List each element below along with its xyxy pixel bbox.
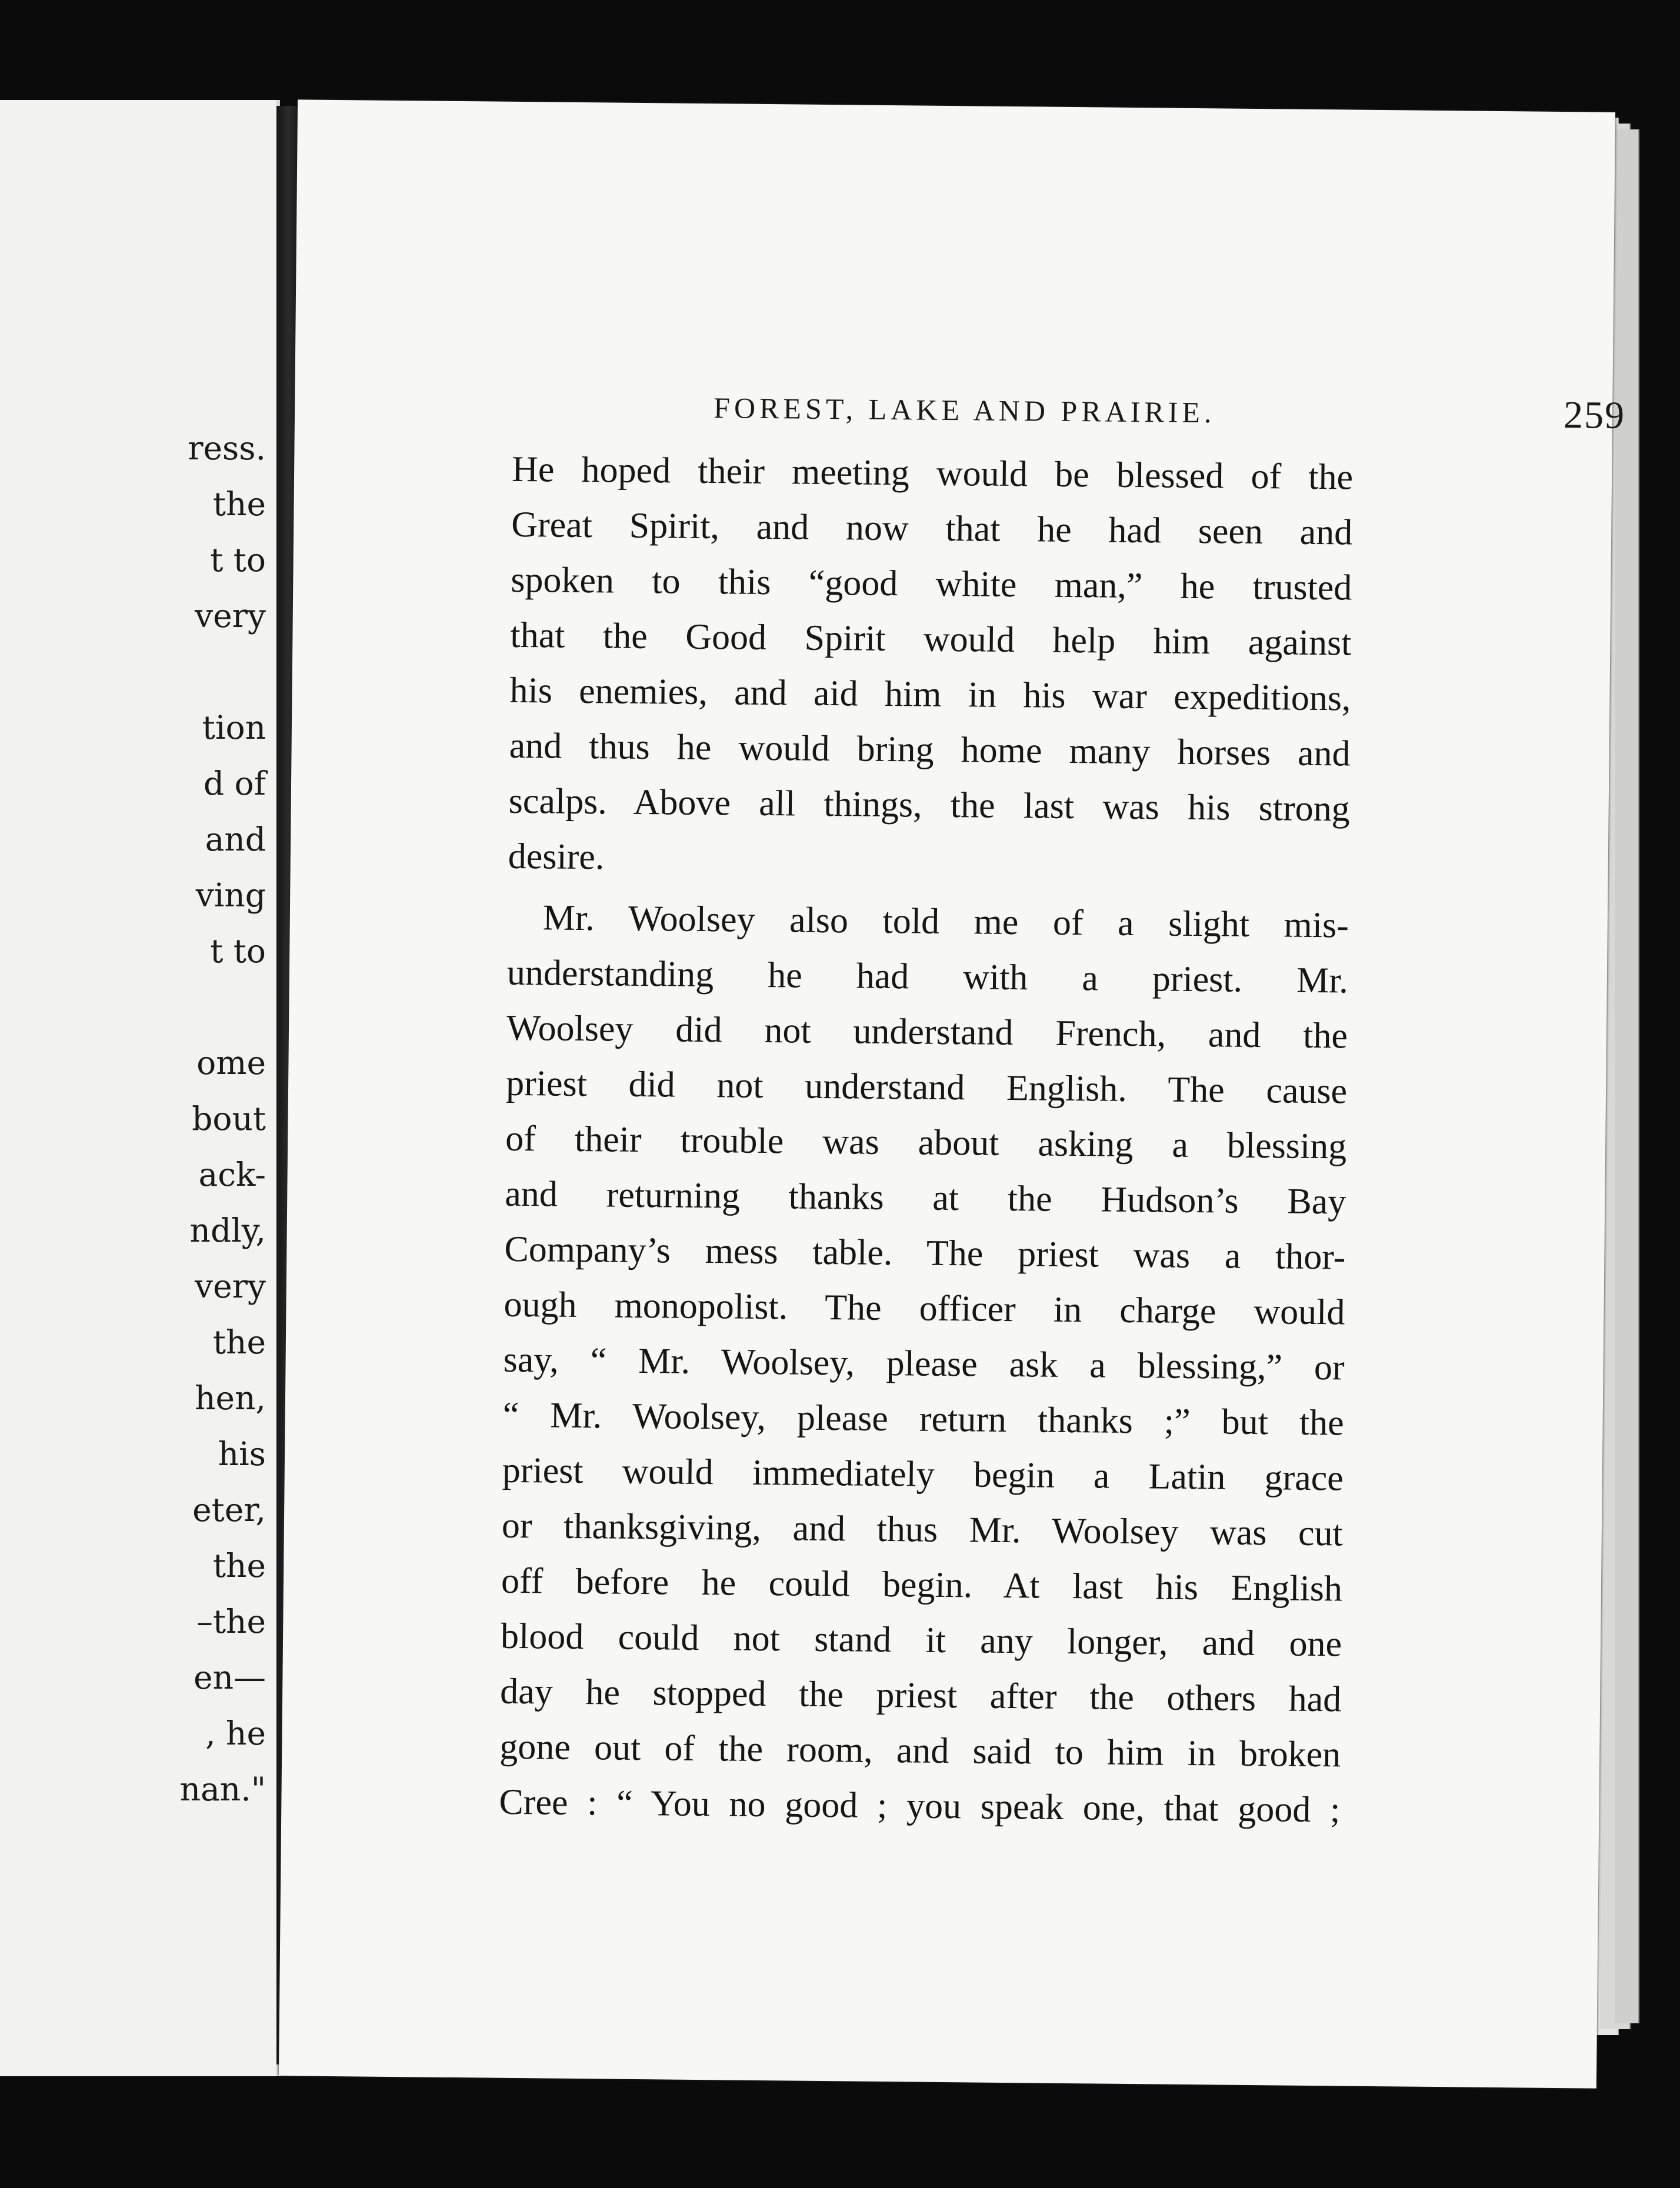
facing-line: bout bbox=[192, 1100, 266, 1138]
facing-line: d of bbox=[203, 765, 266, 802]
text-line: of their trouble was about asking a blessing bbox=[505, 1118, 1347, 1167]
facing-line: t to bbox=[210, 932, 266, 970]
text-line: his enemies, and aid him in his war expeditions, bbox=[509, 670, 1351, 719]
text-line: ough monopolist. The officer in charge would bbox=[504, 1284, 1345, 1333]
text-line: and thus he would bring home many horses and bbox=[509, 725, 1351, 774]
facing-line: his bbox=[218, 1435, 266, 1473]
text-line: gone out of the room, and said to him in broken bbox=[499, 1726, 1341, 1775]
text-line: understanding he had with a priest. Mr. bbox=[506, 952, 1349, 1001]
facing-line: the bbox=[212, 485, 266, 523]
facing-line: , he bbox=[205, 1715, 266, 1752]
text-line: Cree : “ You no good ; you speak one, that good ; bbox=[499, 1782, 1341, 1830]
text-line: “ Mr. Woolsey, please return thanks ;” but the bbox=[502, 1395, 1344, 1443]
page-number: 259 bbox=[1563, 393, 1626, 438]
facing-line: and bbox=[205, 820, 266, 858]
facing-line: en— bbox=[194, 1659, 266, 1696]
facing-line: very bbox=[195, 1268, 266, 1305]
body-text bbox=[499, 442, 1354, 1838]
facing-line: ack- bbox=[198, 1156, 266, 1193]
text-line: Mr. Woolsey also told me of a slight mis- bbox=[542, 898, 1349, 946]
text-line: that the Good Spirit would help him against bbox=[510, 615, 1352, 663]
text-line: Great Spirit, and now that he had seen and bbox=[511, 504, 1353, 553]
facing-line: ress. bbox=[188, 429, 266, 467]
facing-line: eter, bbox=[192, 1491, 266, 1529]
facing-line bbox=[7, 979, 266, 1035]
text-line: priest did not understand English. The cause bbox=[505, 1063, 1348, 1112]
text-line: priest would immediately begin a Latin grace bbox=[502, 1450, 1344, 1499]
text-line: Woolsey did not understand French, and the bbox=[506, 1008, 1348, 1056]
text-line: scalps. Above all things, the last was his strong bbox=[508, 781, 1351, 829]
text-line: He hoped their meeting would be blessed of the bbox=[511, 449, 1354, 498]
facing-page bbox=[0, 100, 280, 2076]
text-line: say, “ Mr. Woolsey, please ask a blessing,” or bbox=[503, 1339, 1345, 1388]
text-line: spoken to this “good white man,” he trusted bbox=[511, 559, 1352, 608]
text-line: desire. bbox=[508, 836, 605, 878]
book-page bbox=[279, 99, 1626, 2088]
facing-line: hen, bbox=[195, 1379, 266, 1417]
text-line: or thanksgiving, and thus Mr. Woolsey was cut bbox=[501, 1505, 1344, 1554]
running-head: FOREST, LAKE AND PRAIRIE. bbox=[713, 391, 1216, 429]
facing-line: –the bbox=[196, 1603, 266, 1640]
text-line: blood could not stand it any longer, and one bbox=[500, 1616, 1342, 1665]
text-line: Company’s mess table. The priest was a thor- bbox=[504, 1229, 1346, 1278]
facing-line: tion bbox=[202, 709, 266, 746]
text-line: and returning thanks at the Hudson’s Bay bbox=[505, 1173, 1346, 1222]
facing-line: ndly, bbox=[189, 1212, 266, 1249]
facing-line: nan." bbox=[179, 1770, 266, 1808]
text-line: day he stopped the priest after the others had bbox=[499, 1671, 1342, 1720]
facing-line: the bbox=[212, 1547, 266, 1585]
facing-line: the bbox=[212, 1323, 266, 1361]
facing-line: very bbox=[195, 597, 266, 635]
facing-line: ome bbox=[196, 1044, 266, 1082]
page-header bbox=[714, 380, 1626, 442]
facing-line: t to bbox=[210, 541, 266, 579]
facing-line bbox=[7, 644, 266, 700]
facing-line: ving bbox=[195, 876, 266, 914]
text-line: off before he could begin. At last his English bbox=[501, 1560, 1343, 1609]
facing-page-text bbox=[7, 421, 266, 1817]
